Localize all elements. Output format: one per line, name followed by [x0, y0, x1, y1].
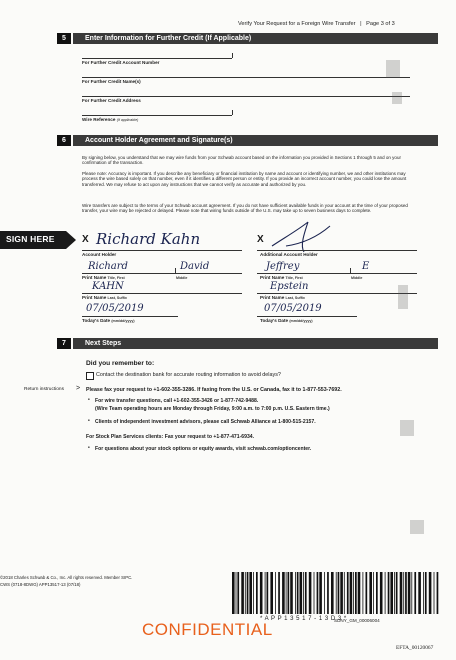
agreement-paragraph-2: Please note: Accuracy is important. If you describe any beneficiary or financial institution by name and account or identifying number, we and other institutions may process the wire based solely on that number, even if it identifies a different person or entity. If you provide an incorrect account number, you could lose the amount transferred. We may refuse to act upon any instructions that we cannot verify as accurate and authorized by you.	[82, 171, 407, 187]
x-mark: X	[82, 234, 89, 245]
confidential-stamp: CONFIDENTIAL	[142, 620, 273, 639]
print-name-label: Print Name Title, First	[82, 275, 125, 280]
bullet-icon: •	[88, 397, 90, 403]
additional-middle-name[interactable]: E	[362, 261, 370, 272]
section-title: Enter Information for Further Credit (If Applicable)	[85, 35, 252, 42]
section-title: Next Steps	[85, 340, 122, 347]
contact-bank-checkbox[interactable]	[86, 372, 94, 380]
wire-reference-field[interactable]	[82, 115, 232, 116]
holder-last-name[interactable]: KAHN	[92, 281, 124, 292]
efta-number: EFTA_00120067	[396, 645, 434, 651]
option-center-line: For questions about your stock options or equity awards, visit schwab.com/optioncenter.	[95, 446, 312, 452]
barcode	[232, 572, 442, 616]
section-title: Account Holder Agreement and Signature(s)	[85, 137, 233, 144]
address-field[interactable]	[82, 96, 410, 97]
additional-last-name[interactable]: Epstein	[270, 281, 309, 292]
stock-plan-line: For Stock Plan Services clients: Fax your request to +1-877-471-6934.	[86, 434, 255, 440]
account-names-label: For Further Credit Name(s)	[82, 79, 141, 84]
contact-bank-label: Contact the destination bank for accurate routing information to avoid delays?	[96, 372, 281, 378]
account-holder-signature[interactable]: Richard Kahn	[96, 230, 201, 248]
holder-middle-name[interactable]: David	[180, 261, 210, 272]
remember-question: Did you remember to:	[86, 360, 155, 367]
agreement-paragraph-1: By signing below, you understand that we may wire funds from your Schwab account based on the information you provided in Sections 1 through 5 and on your confirmation of the transaction.	[82, 155, 401, 166]
additional-first-name[interactable]: Jeffrey	[266, 261, 300, 272]
sign-here-label: SIGN HERE	[6, 234, 55, 244]
chevron-right-icon: >	[76, 385, 81, 392]
section-6-header	[57, 135, 438, 146]
x-mark-additional: X	[257, 234, 264, 245]
page-number: Page 3 of 3	[366, 21, 395, 27]
wire-questions-line: For wire transfer questions, call +1-602-355-3426 or 1-877-742-9488.	[95, 398, 259, 404]
page-header: Verify Your Request for a Foreign Wire Transfer | Page 3 of 3	[238, 21, 395, 27]
scan-artifact	[400, 420, 414, 436]
return-instructions-label: Return instructions	[24, 387, 64, 392]
scan-artifact	[392, 92, 402, 104]
holder-first-name[interactable]: Richard	[88, 261, 128, 272]
section-5-header	[57, 33, 438, 44]
scan-artifact	[398, 285, 408, 309]
wire-reference-label: Wire Reference (If applicable)	[82, 117, 139, 122]
section-7-header	[57, 338, 438, 349]
section-number: 6	[57, 135, 73, 146]
bullet-icon: •	[88, 445, 90, 451]
todays-date-label: Today's Date (mm/dd/yyyy)	[82, 318, 135, 323]
section-number: 5	[57, 33, 73, 44]
account-names-field[interactable]	[82, 77, 410, 78]
address-label: For Further Credit Address	[82, 98, 141, 103]
copyright-text: ©2018 Charles Schwab & Co., Inc. All rights reserved. Member SIPC.	[0, 575, 133, 580]
additional-holder-label: Additional Account Holder	[260, 252, 318, 257]
scan-artifact	[410, 520, 424, 534]
agreement-paragraph-3: Wire transfers are subject to the terms of your Schwab account agreement. If you do not have sufficient available funds in your account at the time of your proposed transfer, your wire may be rejected or delayed. Please note that wiring funds outside of the U.S. may take up to seven business days to complete.	[82, 203, 408, 214]
account-number-field[interactable]	[82, 58, 232, 59]
barcode-text: * A P P 1 3 5 1 7 - 1 3 D 3 *	[260, 616, 347, 622]
fax-instructions: Please fax your request to +1-602-355-3286. If faxing from the U.S. or Canada, fax it to 1-877-553-7692.	[86, 387, 342, 393]
bullet-icon: •	[88, 418, 90, 424]
account-holder-label: Account Holder	[82, 252, 117, 257]
holder-date[interactable]: 07/05/2019	[86, 303, 144, 314]
form-code: CWS (0718-8DWG) APP13517-13 (07/18)	[0, 582, 81, 587]
document-title: Verify Your Request for a Foreign Wire Transfer	[238, 21, 356, 27]
advisor-clients-line: Clients of independent investment advisors, please call Schwab Alliance at 1-800-515-2157.	[95, 419, 316, 425]
account-number-label: For Further Credit Account Number	[82, 60, 160, 65]
sdny-stamp: SDNY_GM_00006004	[334, 618, 380, 623]
additional-date[interactable]: 07/05/2019	[264, 303, 322, 314]
wire-team-hours: (Wire Team operating hours are Monday through Friday, 9:00 a.m. to 7:00 p.m. U.S. Eastern time.)	[95, 406, 330, 412]
section-number: 7	[57, 338, 73, 349]
scan-artifact	[386, 60, 400, 78]
